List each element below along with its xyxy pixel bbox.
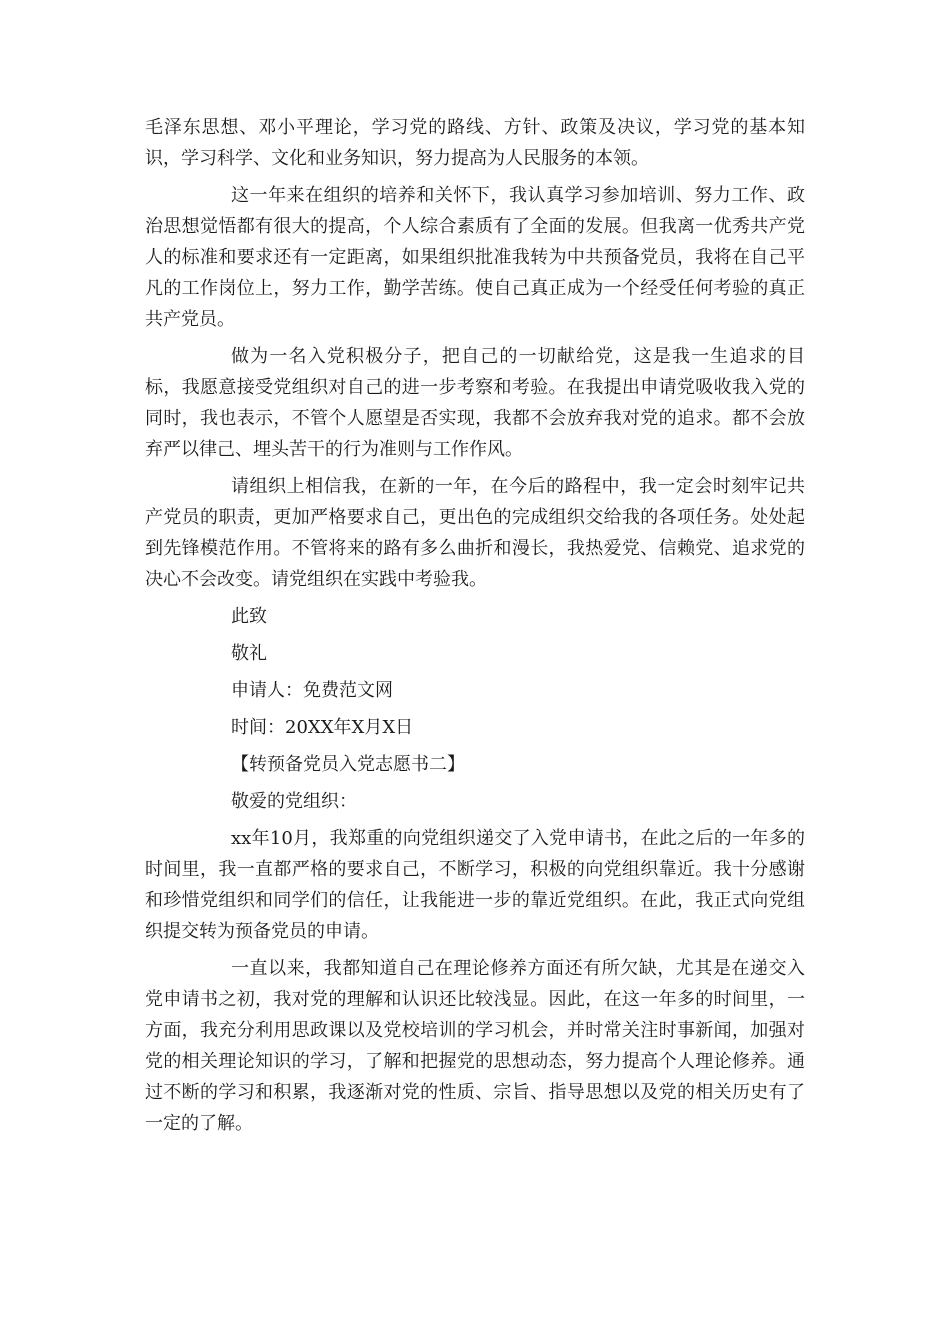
- section-title: 【转预备党员入党志愿书二】: [231, 754, 465, 775]
- closing-ci-zhi: 此致: [231, 606, 267, 627]
- applicant-line: 申请人：免费范文网: [231, 680, 393, 701]
- salutation: 敬爱的党组织：: [231, 791, 357, 812]
- date-line: 时间：20XX年X月X日: [231, 717, 414, 738]
- paragraph-4: 请组织上相信我，在新的一年，在今后的路程中，我一定会时刻牢记共产党员的职责，更加严格要求自己，更出色的完成组织交给我的各项任务。处处起到先锋模范作用。不管将来的路有多么曲折和漫长，我热爱党、信赖党、追求党的决心不会改变。请党组织在实践中考验我。: [145, 476, 805, 590]
- paragraph-2: 这一年来在组织的培养和关怀下，我认真学习参加培训、努力工作、政治思想觉悟都有很大的提高，个人综合素质有了全面的发展。但我离一优秀共产党人的标准和要求还有一定距离，如果组织批准我转为中共预备党员，我将在自己平凡的工作岗位上，努力工作，勤学苦练。使自己真正成为一个经受任何考验的真正共产党员。: [145, 185, 805, 330]
- document-body: [145, 112, 805, 1145]
- closing-jing-li: 敬礼: [231, 643, 267, 664]
- paragraph-6: 一直以来，我都知道自己在理论修养方面还有所欠缺，尤其是在递交入党申请书之初，我对党的理解和认识还比较浅显。因此，在这一年多的时间里，一方面，我充分利用思政课以及党校培训的学习机会，并时常关注时事新闻，加强对党的相关理论知识的学习，了解和把握党的思想动态，努力提高个人理论修养。通过不断的学习和积累，我逐渐对党的性质、宗旨、指导思想以及党的相关历史有了一定的了解。: [145, 958, 805, 1134]
- paragraph-3: 做为一名入党积极分子，把自己的一切献给党，这是我一生追求的目标，我愿意接受党组织对自己的进一步考察和考验。在我提出申请党吸收我入党的同时，我也表示，不管个人愿望是否实现，我都不会放弃我对党的追求。都不会放弃严以律己、埋头苦干的行为准则与工作作风。: [145, 346, 805, 460]
- paragraph-5: xx年10月，我郑重的向党组织递交了入党申请书，在此之后的一年多的时间里，我一直都严格的要求自己，不断学习，积极的向党组织靠近。我十分感谢和珍惜党组织和同学们的信任，让我能进一步的靠近党组织。在此，我正式向党组织提交转为预备党员的申请。: [145, 828, 805, 942]
- paragraph-1: 毛泽东思想、邓小平理论，学习党的路线、方针、政策及决议，学习党的基本知识，学习科学、文化和业务知识，努力提高为人民服务的本领。: [145, 117, 805, 169]
